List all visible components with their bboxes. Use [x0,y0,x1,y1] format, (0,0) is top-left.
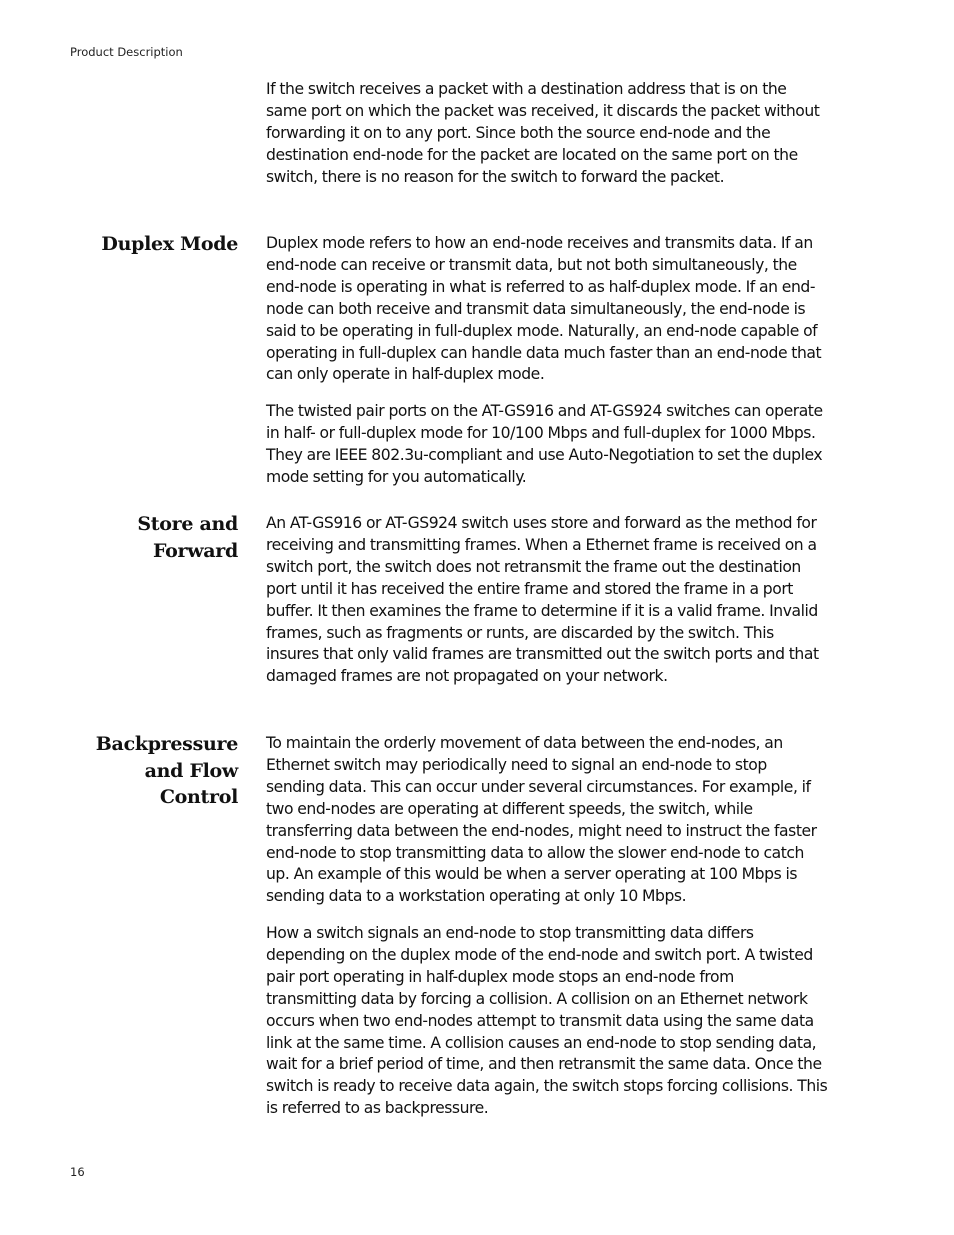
duplex-mode-paragraph-1: Duplex mode refers to how an end-node receives and transmits data. If an end-node can receive or transmit data, but not both simultaneously, the end-node is operating in what is referred to as half-duplex mode. If an end-node can both receive and transmit data simultaneously, the end-node is said to be operating in full-duplex mode. Naturally, an end-node capable of operating in full-duplex can handle data much faster than an end-node that can only operate in half-duplex mode. [266,234,822,384]
section-heading-duplex-mode [38,231,238,258]
intro-paragraph: If the switch receives a packet with a destination address that is on the same port on which the packet was received, it discards the packet without forwarding it on to any port. Since both the source end-node and the destination end-node for the packet are located on the same port on the switch, there is no reason for the switch to forward the packet. [266,80,820,186]
page-number: 16 [70,1165,85,1179]
heading-line: Forward [153,539,238,562]
backpressure-paragraph-2: How a switch signals an end-node to stop transmitting data differs depending on the duplex mode of the end-node and switch port. A twisted pair port operating in half-duplex mode stops an end-node from transmitting data by forcing a collision. A collision on an Ethernet network occurs when two end-nodes attempt to transmit data using the same data link at the same time. A collision causes an end-node to stop sending data, wait for a brief period of time, and then retransmit the same data. Once the switch is ready to receive data again, the switch stops forcing collisions. This is referred to as backpressure. [266,924,828,1118]
heading-line: Store and [137,513,238,535]
heading-line: Duplex Mode [101,233,238,255]
backpressure-paragraph-1: To maintain the orderly movement of data between the end-nodes, an Ethernet switch may periodically need to signal an end-node to stop sending data. This can occur under several circumstances. For example, if two end-nodes are operating at different speeds, the switch, while transferring data between the end-nodes, might need to instruct the faster end-node to stop transmitting data to allow the slower end-node to catch up. An example of this would be when a server operating at 100 Mbps is sending data to a workstation operating at only 10 Mbps. [266,734,817,906]
store-and-forward-paragraph: An AT-GS916 or AT-GS924 switch uses store and forward as the method for receiving and transmitting frames. When a Ethernet frame is received on a switch port, the switch does not retransmit the frame out the destination port until it has received the entire frame and stored the frame in a port buffer. It then examines the frame to determine if it is a valid frame. Invalid frames, such as fragments or runts, are discarded by the switch. This insures that only valid frames are transmitted out the switch ports and that damaged frames are not propagated on your network. [266,514,819,686]
section-heading-store-and-forward [38,511,238,564]
heading-line: and Flow [144,759,238,782]
running-header: Product Description [70,45,183,59]
heading-line: Control [159,786,238,808]
section-heading-backpressure [38,731,238,811]
duplex-mode-paragraph-2: The twisted pair ports on the AT-GS916 and AT-GS924 switches can operate in half- or full-duplex mode for 10/100 Mbps and full-duplex for 1000 Mbps. They are IEEE 802.3u-compliant and use Auto-Negotiation to set the duplex mode setting for you automatically. [266,402,823,486]
heading-line: Backpressure [95,733,238,755]
